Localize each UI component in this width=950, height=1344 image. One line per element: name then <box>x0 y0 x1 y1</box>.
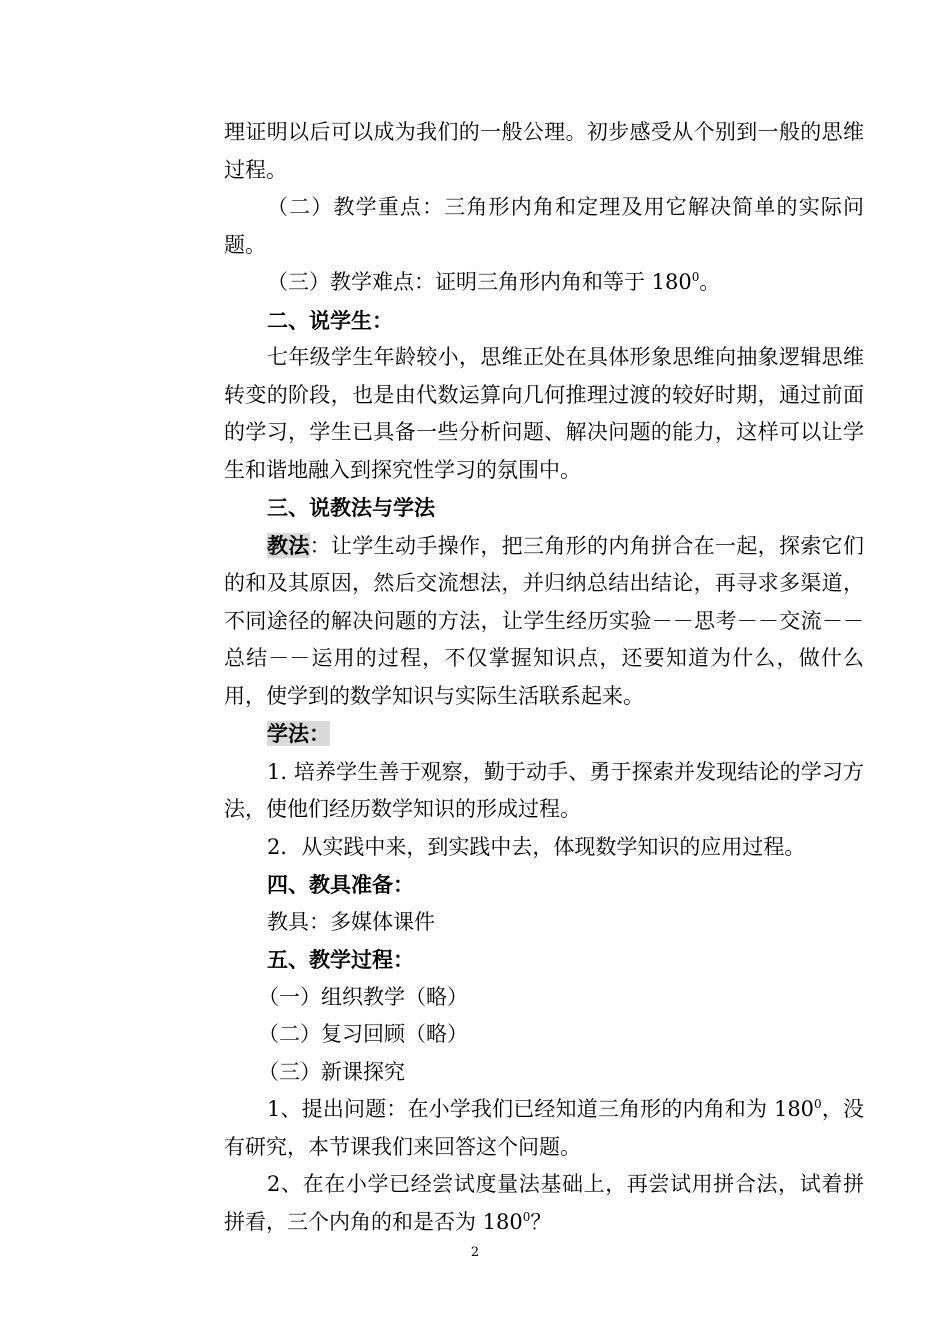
assembly-end: ？ <box>530 1209 552 1234</box>
difficulty-end: 。 <box>699 270 721 294</box>
teaching-method-text: ：让学生动手操作，把三角形的内角拼合在一起，探索它们的和及其原因，然后交流想法，并归纳总结出结论，再寻求多渠道，不同途径的解决问题的方法，让学生经历实验－－思考－－交流－－总结－－运用的过程，不仅掌握知识点，还要知道为什么，做什么用，使学到的数学知识与实际生活联系起来。 <box>224 533 865 708</box>
question-text: 1、提出问题：在小学我们已经知道三角形的内角和为 180 <box>267 1097 815 1121</box>
paragraph-learning-method <box>224 715 864 754</box>
paragraph-tools: 教具：多媒体课件 <box>267 909 435 934</box>
page-body <box>224 114 864 1241</box>
paragraph-question <box>224 1091 864 1166</box>
paragraph-process-3: （三）新课探究 <box>258 1059 405 1084</box>
difficulty-text: （三）教学难点：证明三角形内角和等于 180 <box>267 270 692 294</box>
learning-method-label: 学法： <box>267 721 330 746</box>
degree-superscript: 0 <box>814 1097 822 1111</box>
degree-superscript: 0 <box>691 270 700 284</box>
paragraph-process-2: （二）复习回顾（略） <box>258 1022 468 1046</box>
question-end: ，没有研究，本节课我们来回答这个问题。 <box>224 1097 865 1159</box>
paragraph-learning-2: 2．从实践中来，到实践中去，体现数学知识的应用过程。 <box>267 834 806 859</box>
paragraph-teaching-focus: （二）教学重点：三角形内角和定理及用它解决简单的实际问题。 <box>224 195 864 257</box>
paragraph-learning-1: 1. 培养学生善于观察，勤于动手、勇于探索并发现结论的学习方法，使他们经历数学知识的形成过程。 <box>224 759 864 821</box>
paragraph-process-1: （一）组织教学（略） <box>258 984 468 1009</box>
heading-students: 二、说学生： <box>267 307 393 333</box>
degree-superscript: 0 <box>522 1209 531 1224</box>
paragraph-assembly <box>224 1166 864 1241</box>
paragraph-students: 七年级学生年龄较小，思维正处在具体形象思维向抽象逻辑思维转变的阶段，也是由代数运算向几何推理过渡的较好时期，通过前面的学习，学生已具备一些分析问题、解决问题的能力，这样可以让学生和谐地融入到探究性学习的氛围中。 <box>224 345 864 482</box>
paragraph-teaching-difficulty <box>224 264 864 302</box>
paragraph-continuation: 理证明以后可以成为我们的一般公理。初步感受从个别到一般的思维过程。 <box>224 120 864 182</box>
heading-tools: 四、教具准备： <box>267 872 414 897</box>
heading-process: 五、教学过程： <box>267 947 414 972</box>
page-number: 2 <box>470 1245 480 1260</box>
heading-methods: 三、说教法与学法 <box>267 495 435 520</box>
assembly-text: 2、在在小学已经尝试度量法基础上，再尝试用拼合法，试着拼拼看，三个内角的和是否为 180 <box>224 1172 864 1234</box>
paragraph-teaching-method <box>224 527 864 716</box>
teaching-method-label: 教法 <box>267 532 310 558</box>
